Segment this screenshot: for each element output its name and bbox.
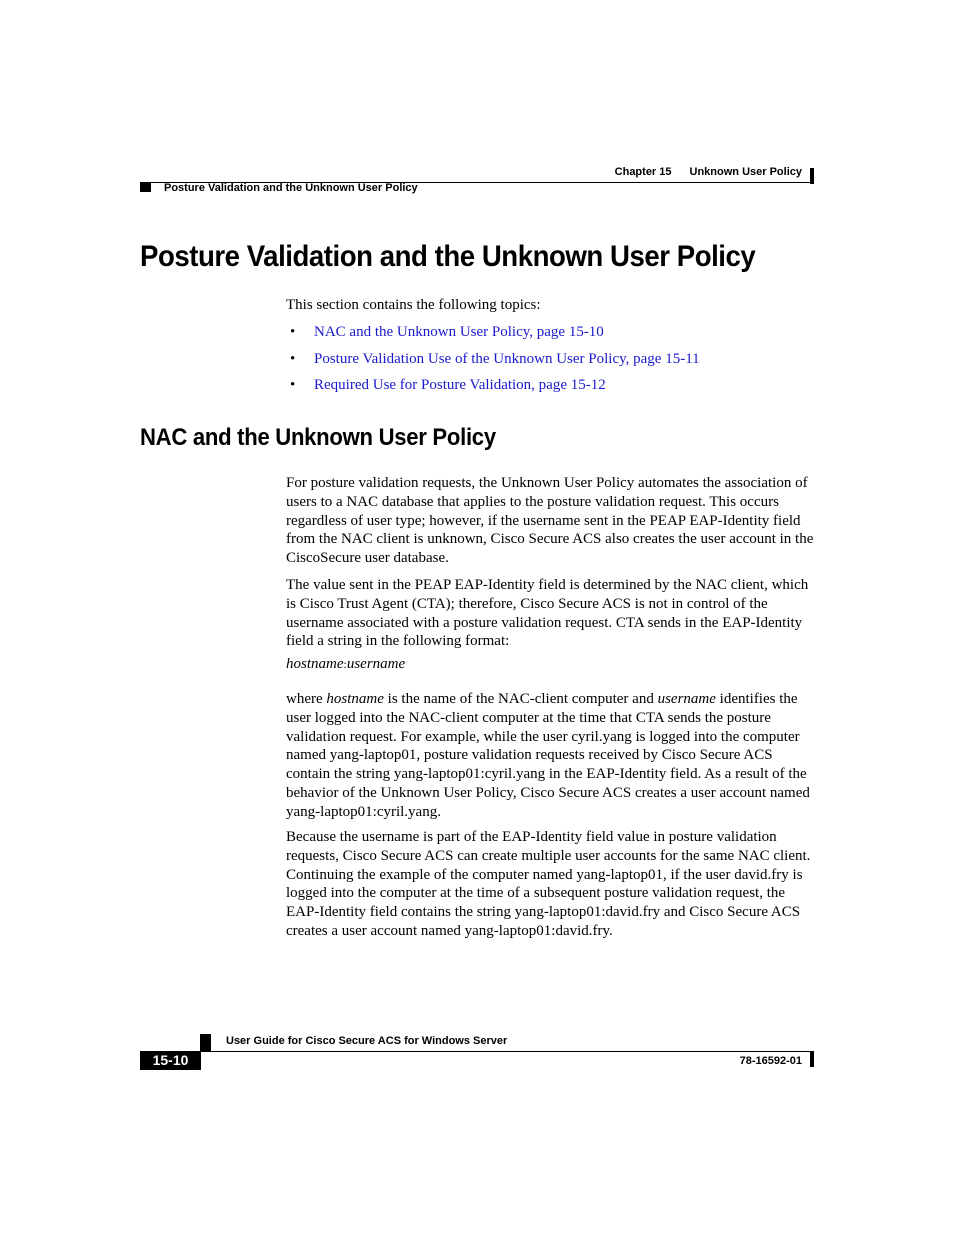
format-separator: : xyxy=(343,657,347,671)
header-square xyxy=(140,182,151,192)
format-username: username xyxy=(346,656,406,672)
topic-list xyxy=(290,322,700,402)
intro-text: This section contains the following topics: xyxy=(286,297,541,313)
footer-guide-title: User Guide for Cisco Secure ACS for Windows Server xyxy=(226,1035,508,1047)
topic-link-nac[interactable]: NAC and the Unknown User Policy, page 15-10 xyxy=(314,324,604,340)
section-heading: NAC and the Unknown User Policy xyxy=(140,424,496,451)
footer-bar-right xyxy=(810,1051,814,1067)
format-hostname: hostname xyxy=(286,656,344,672)
paragraph-2: The value sent in the PEAP EAP-Identity field is determined by the NAC client, which is Cisco Trust Agent (CTA); therefore, Cisco Secure ACS is not in control of the username associated with a posture validation request. CTA sends in the EAP-Identity field a string in the following format: xyxy=(286,577,809,650)
running-header-chapter xyxy=(560,166,802,178)
paragraph-4: Because the username is part of the EAP-Identity field value in posture validation requests, Cisco Secure ACS can create multiple user accounts for the same NAC client. Continuing the example of the computer named yang-laptop01, if the user david.fry is logged into the computer at the time of a subsequent posture validation request, the EAP-Identity field contains the string yang-laptop01:david.fry and Cisco Secure ACS creates a user account named yang-laptop01:david.fry. xyxy=(286,829,811,939)
identity-format xyxy=(286,656,405,673)
chapter-label: Chapter 15 xyxy=(614,166,672,178)
term-username: username xyxy=(657,691,716,707)
list-item xyxy=(290,349,700,376)
bullet: • xyxy=(290,350,296,367)
list-item xyxy=(290,375,700,402)
list-item xyxy=(290,322,700,349)
chapter-title: Unknown User Policy xyxy=(689,166,802,178)
bullet: • xyxy=(290,324,296,340)
footer-square xyxy=(200,1034,211,1051)
paragraph-3: where hostname is the name of the NAC-client computer and username identifies the user logged into the NAC-client computer at the time that CTA sends the posture validation request. For example, while the user cyril.yang is logged into the computer named yang-laptop01, posture validation requests received by Cisco Secure ACS contain the string yang-laptop01:cyril.yang in the EAP-Identity field. As a result of the behavior of the Unknown User Policy, Cisco Secure ACS creates a user account named yang-laptop01:cyril.yang. xyxy=(286,691,810,820)
paragraph-1: For posture validation requests, the Unknown User Policy automates the association of users to a NAC database that applies to the posture validation request. This occurs regardless of user type; however, if the username sent in the PEAP EAP-Identity field from the NAC client is unknown, Cisco Secure ACS also creates the user account in the CiscoSecure user database. xyxy=(286,475,814,567)
topic-link-required-use[interactable]: Required Use for Posture Validation, page 15-12 xyxy=(314,377,606,393)
topic-link-posture-validation-use[interactable]: Posture Validation Use of the Unknown User Policy, page 15-11 xyxy=(314,350,700,367)
term-hostname: hostname xyxy=(326,691,384,707)
page-title: Posture Validation and the Unknown User Policy xyxy=(140,240,756,273)
running-header-section: Posture Validation and the Unknown User Policy xyxy=(164,182,418,194)
page-number: 15-10 xyxy=(140,1051,201,1070)
footer-rule xyxy=(140,1051,814,1052)
bullet: • xyxy=(290,377,296,393)
doc-number: 78-16592-01 xyxy=(739,1055,802,1067)
